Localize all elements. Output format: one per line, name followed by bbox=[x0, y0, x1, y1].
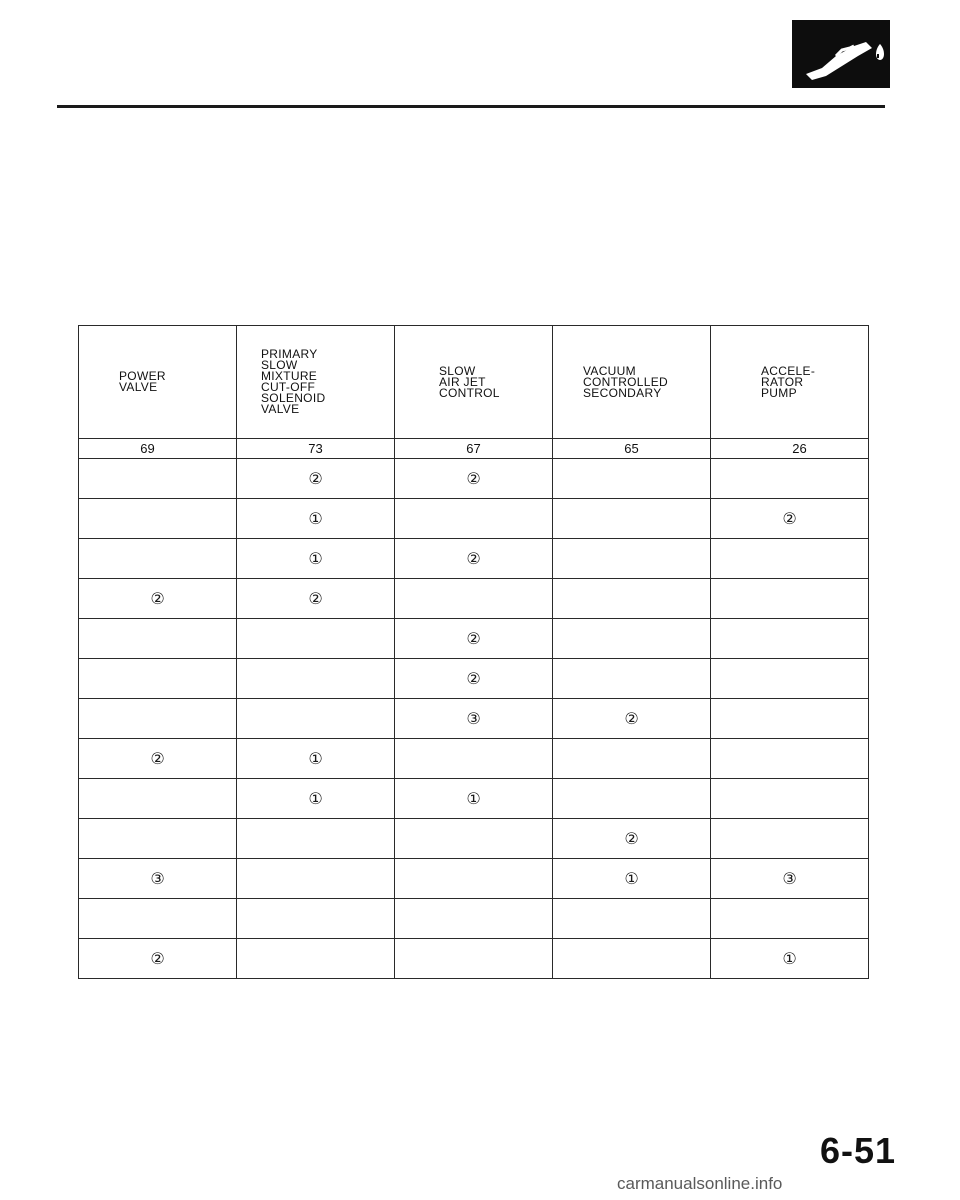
inspection-order-value: ① bbox=[308, 749, 323, 768]
table-cell bbox=[79, 779, 237, 819]
inspection-order-value: ② bbox=[308, 469, 323, 488]
table-cell bbox=[395, 819, 553, 859]
page-ref: 65 bbox=[624, 441, 639, 456]
table-cell bbox=[395, 939, 553, 979]
table-cell bbox=[711, 499, 869, 539]
table-cell bbox=[237, 659, 395, 699]
table-cell bbox=[553, 899, 711, 939]
table-row bbox=[79, 899, 869, 939]
table-cell bbox=[553, 619, 711, 659]
page-number: 6-51 bbox=[820, 1130, 897, 1171]
table-row bbox=[79, 539, 869, 579]
header-label: PRIMARY SLOW MIXTURE CUT-OFF SOLENOID VALVE bbox=[261, 347, 326, 416]
table-row bbox=[79, 699, 869, 739]
table-cell bbox=[553, 819, 711, 859]
page-ref-cell bbox=[237, 439, 395, 459]
header-cell-primary-slow-mixture bbox=[237, 326, 395, 439]
table-cell bbox=[711, 779, 869, 819]
table-cell bbox=[395, 659, 553, 699]
header-cell-power-valve bbox=[79, 326, 237, 439]
table-cell bbox=[553, 539, 711, 579]
table-cell bbox=[711, 579, 869, 619]
table-cell bbox=[395, 739, 553, 779]
table-cell bbox=[711, 859, 869, 899]
inspection-order-value: ② bbox=[466, 469, 481, 488]
table-cell bbox=[79, 939, 237, 979]
table-cell bbox=[553, 659, 711, 699]
header-cell-accelerator-pump bbox=[711, 326, 869, 439]
table-cell bbox=[395, 699, 553, 739]
table-row bbox=[79, 499, 869, 539]
table-cell bbox=[711, 739, 869, 779]
table-row bbox=[79, 859, 869, 899]
table-row bbox=[79, 659, 869, 699]
table-row bbox=[79, 579, 869, 619]
page-ref-cell bbox=[79, 439, 237, 459]
header-label: POWER VALVE bbox=[119, 369, 166, 394]
table-cell bbox=[711, 659, 869, 699]
table-cell bbox=[395, 579, 553, 619]
table-cell bbox=[553, 739, 711, 779]
inspection-order-value: ③ bbox=[782, 869, 797, 888]
page-reference-row bbox=[79, 439, 869, 459]
table-cell bbox=[395, 899, 553, 939]
table-cell bbox=[553, 859, 711, 899]
table-cell bbox=[237, 899, 395, 939]
table-row bbox=[79, 739, 869, 779]
table-cell bbox=[553, 779, 711, 819]
table-cell bbox=[79, 899, 237, 939]
header-rule bbox=[57, 105, 885, 108]
table-cell bbox=[237, 939, 395, 979]
inspection-order-value: ② bbox=[150, 589, 165, 608]
table-header-row bbox=[79, 326, 869, 439]
table-cell bbox=[79, 739, 237, 779]
inspection-order-value: ② bbox=[150, 949, 165, 968]
page-ref-cell bbox=[711, 439, 869, 459]
page-ref: 73 bbox=[308, 441, 323, 456]
table-row bbox=[79, 619, 869, 659]
table-cell bbox=[79, 859, 237, 899]
table-cell bbox=[553, 699, 711, 739]
table-cell bbox=[79, 459, 237, 499]
table-cell bbox=[711, 699, 869, 739]
inspection-order-value: ① bbox=[782, 949, 797, 968]
inspection-order-value: ③ bbox=[466, 709, 481, 728]
inspection-order-value: ① bbox=[308, 549, 323, 568]
watermark-text: carmanualsonline.info bbox=[617, 1174, 783, 1193]
table-cell bbox=[237, 499, 395, 539]
page-ref: 67 bbox=[466, 441, 481, 456]
page-ref-cell bbox=[395, 439, 553, 459]
header-cell-slow-air-jet bbox=[395, 326, 553, 439]
table-cell bbox=[237, 579, 395, 619]
table-cell bbox=[237, 819, 395, 859]
inspection-order-value: ② bbox=[466, 549, 481, 568]
table-cell bbox=[711, 539, 869, 579]
table-cell bbox=[79, 819, 237, 859]
table-cell bbox=[553, 499, 711, 539]
header-cell-vacuum-secondary bbox=[553, 326, 711, 439]
table-cell bbox=[711, 459, 869, 499]
inspection-order-value: ② bbox=[782, 509, 797, 528]
table-row bbox=[79, 939, 869, 979]
table-cell bbox=[711, 899, 869, 939]
table-cell bbox=[553, 579, 711, 619]
table-cell bbox=[711, 819, 869, 859]
page-ref: 26 bbox=[792, 441, 807, 456]
page-ref: 69 bbox=[140, 441, 155, 456]
table-row bbox=[79, 459, 869, 499]
table-cell bbox=[79, 539, 237, 579]
page-ref-cell bbox=[553, 439, 711, 459]
table-cell bbox=[395, 619, 553, 659]
table-cell bbox=[237, 859, 395, 899]
inspection-order-value: ② bbox=[308, 589, 323, 608]
table-cell bbox=[237, 619, 395, 659]
table-cell bbox=[395, 459, 553, 499]
inspection-order-value: ② bbox=[150, 749, 165, 768]
header-label: VACUUM CONTROLLED SECONDARY bbox=[583, 363, 669, 400]
table-cell bbox=[395, 779, 553, 819]
table-row bbox=[79, 779, 869, 819]
table-cell bbox=[711, 939, 869, 979]
inspection-order-value: ② bbox=[624, 709, 639, 728]
table-cell bbox=[395, 859, 553, 899]
table-cell bbox=[79, 499, 237, 539]
inspection-order-value: ② bbox=[466, 669, 481, 688]
table-cell bbox=[237, 459, 395, 499]
inspection-order-value: ① bbox=[308, 789, 323, 808]
table-cell bbox=[79, 619, 237, 659]
inspection-order-value: ① bbox=[308, 509, 323, 528]
table-cell bbox=[79, 699, 237, 739]
inspection-order-value: ① bbox=[466, 789, 481, 808]
fuel-nozzle-icon bbox=[792, 20, 890, 88]
table-cell bbox=[395, 499, 553, 539]
table-cell bbox=[237, 779, 395, 819]
table-cell bbox=[395, 539, 553, 579]
table-cell bbox=[79, 659, 237, 699]
table-cell bbox=[79, 579, 237, 619]
table-cell bbox=[553, 939, 711, 979]
inspection-order-value: ② bbox=[624, 829, 639, 848]
table-cell bbox=[553, 459, 711, 499]
table-cell bbox=[237, 539, 395, 579]
inspection-order-value: ① bbox=[624, 869, 639, 888]
table-cell bbox=[237, 699, 395, 739]
table-cell bbox=[237, 739, 395, 779]
component-reference-table bbox=[78, 325, 869, 979]
header-label: SLOW AIR JET CONTROL bbox=[439, 363, 500, 400]
header-label: ACCELE- RATOR PUMP bbox=[761, 363, 816, 400]
inspection-order-value: ② bbox=[466, 629, 481, 648]
table-cell bbox=[711, 619, 869, 659]
table-row bbox=[79, 819, 869, 859]
inspection-order-value: ③ bbox=[150, 869, 165, 888]
